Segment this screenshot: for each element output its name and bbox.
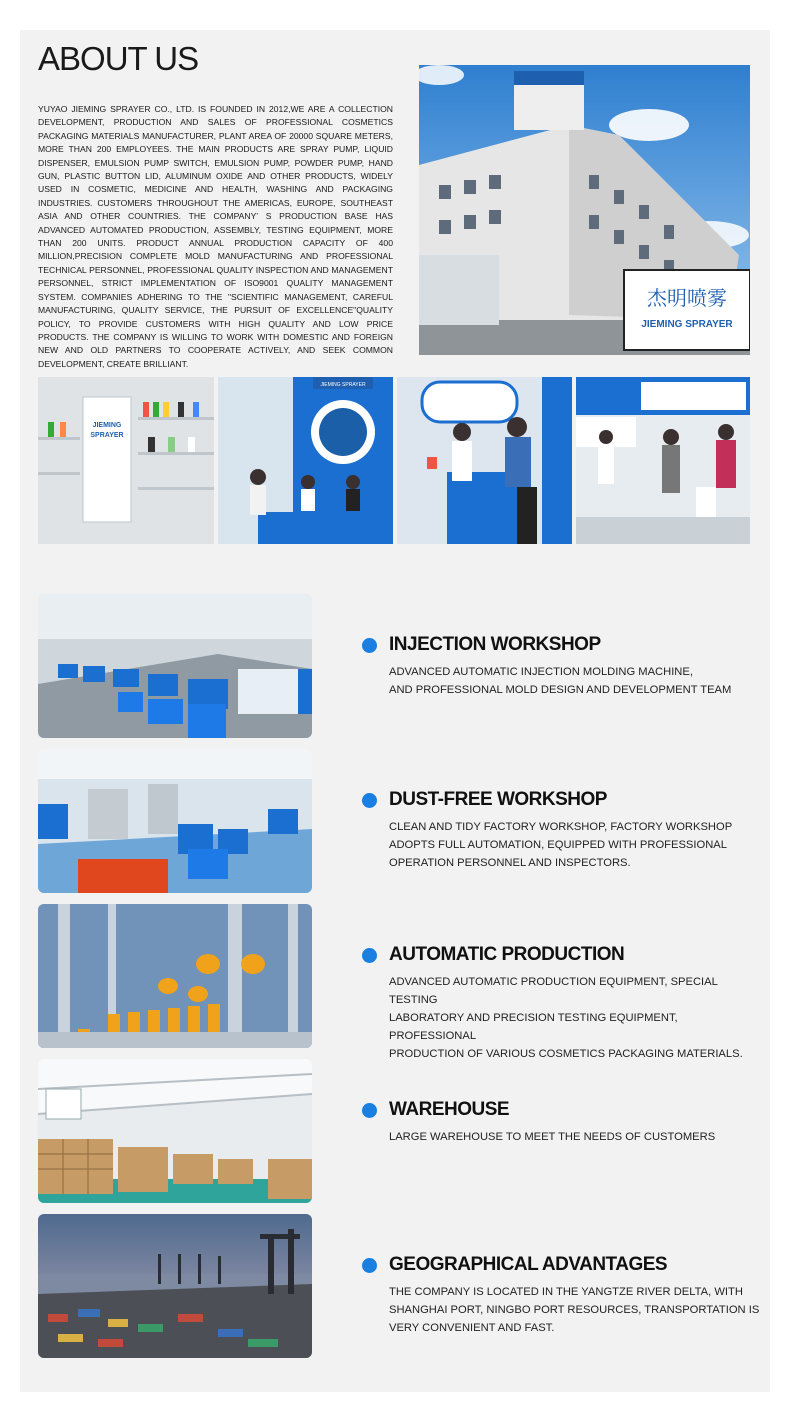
section-title: GEOGRAPHICAL ADVANTAGES bbox=[389, 1254, 668, 1275]
section-warehouse bbox=[362, 1098, 762, 1146]
injection-workshop-photo bbox=[38, 594, 312, 738]
desc-line: CLEAN AND TIDY FACTORY WORKSHOP, FACTORY WORKSHOP bbox=[389, 821, 733, 833]
desc-line: OPERATION PERSONNEL AND INSPECTORS. bbox=[389, 857, 631, 869]
bullet-dot-icon bbox=[362, 1103, 377, 1118]
booth-sign: JIEMING SPRAYER bbox=[320, 382, 366, 388]
section-title: DUST-FREE WORKSHOP bbox=[389, 789, 607, 810]
building-sign-chinese: 杰明喷雾 bbox=[647, 286, 727, 310]
exhibition-hall-photo bbox=[576, 377, 750, 544]
desc-line: LARGE WAREHOUSE TO MEET THE NEEDS OF CUSTOMERS bbox=[389, 1131, 716, 1143]
desc-line: SHANGHAI PORT, NINGBO PORT RESOURCES, TRANSPORTATION IS bbox=[389, 1304, 760, 1316]
desc-line: PRODUCTION OF VARIOUS COSMETICS PACKAGING MATERIALS. bbox=[389, 1048, 743, 1060]
bullet-dot-icon bbox=[362, 793, 377, 808]
automatic-production-photo bbox=[38, 904, 312, 1048]
about-text: YUYAO JIEMING SPRAYER CO., LTD. IS FOUNDED IN 2012,WE ARE A COLLECTION DEVELOPMENT, PRODUCTION AND SALES OF PROFESSIONAL COSMETICS PACKAGING MATERIALS MANUFACTURER, PLANT AREA OF 20000 SQUARE METERS, MORE THAN 200 EMPLOYEES. THE MAIN PRODUCTS ARE SPRAY PUMP, LIQUID DISPENSER, EMULSION PUMP SWITCH, EMULSION PUMP, POWDER PUMP, HAND GUN, PLASTIC BUTTON LID, ALUMINUM OXIDE AND OTHER PRODUCTS, WIDELY USED IN COSMETIC, MEDICINE AND HEALTH, WASHING AND PACKAGING INDUSTRIES. CUSTOMERS THROUGHOUT THE AMERICAS, EUROPE, SOUTHEAST ASIA AND OTHER COUNTRIES. THE COMPANY' S PRODUCTION BASE HAS ADVANCED AUTOMATED PRODUCTION, ASSEMBLY, TESTING EQUIPMENT, MORE THAN 200 UNITS. PRODUCT ANNUAL PRODUCTION CAPACITY OF 400 MILLION,PRECISION COMPLETE MOLD MANUFACTURING AND PROFESSIONAL TECHNICAL PERSONNEL, PROFESSIONAL QUALITY INSPECTION AND MANAGEMENT PERSONNEL, STRICT IMPLEMENTATION OF ISO9001 QUALITY MANAGEMENT SYSTEM. COMPANIES ADHERING TO THE "SCIENTIFIC MANAGEMENT, CAREFUL MANUFACTURING, QUALITY SERVICE, THE PURSUIT OF EXCELLENCE"QUALITY POLICY, TO PROVIDE CUSTOMERS WITH HIGH QUALITY AND LOW PRICE PRODUCTS. THE COMPANY IS WILLING TO WORK WITH DOMESTIC AND FOREIGN NEW AND OLD PARTNERS TO COOPERATE ACTIVELY, AND SEEK COMMON DEVELOPMENT, CREATE BRILLIANT. bbox=[38, 104, 393, 369]
section-description bbox=[389, 818, 762, 872]
exhibition-visitors-photo bbox=[397, 377, 572, 544]
section-description bbox=[389, 663, 762, 699]
desc-line: ADVANCED AUTOMATIC INJECTION MOLDING MACHINE, bbox=[389, 666, 693, 678]
section-automatic-production bbox=[362, 943, 762, 1063]
section-injection-workshop bbox=[362, 633, 762, 699]
dust-free-workshop-photo bbox=[38, 749, 312, 893]
desc-line: ADVANCED AUTOMATIC PRODUCTION EQUIPMENT, SPECIAL TESTING bbox=[389, 976, 718, 1006]
section-geographical-advantages bbox=[362, 1253, 762, 1337]
shelf-sign-line1: JIEMING bbox=[92, 422, 122, 429]
exhibition-shelf-photo bbox=[38, 377, 214, 544]
section-title: AUTOMATIC PRODUCTION bbox=[389, 944, 625, 965]
section-dust-free-workshop bbox=[362, 788, 762, 872]
bullet-dot-icon bbox=[362, 948, 377, 963]
bullet-dot-icon bbox=[362, 1258, 377, 1273]
desc-line: LABORATORY AND PRECISION TESTING EQUIPMENT, PROFESSIONAL bbox=[389, 1012, 678, 1042]
desc-line: ADOPTS FULL AUTOMATION, EQUIPPED WITH PROFESSIONAL bbox=[389, 839, 727, 851]
section-description bbox=[389, 973, 762, 1063]
shelf-sign-line2: SPRAYER bbox=[90, 432, 124, 439]
section-description bbox=[389, 1128, 762, 1146]
building-sign-english: JIEMING SPRAYER bbox=[641, 319, 733, 330]
desc-line: THE COMPANY IS LOCATED IN THE YANGTZE RIVER DELTA, WITH bbox=[389, 1286, 743, 1298]
factory-building-photo bbox=[419, 65, 750, 355]
desc-line: VERY CONVENIENT AND FAST. bbox=[389, 1322, 555, 1334]
exhibition-booth-photo bbox=[218, 377, 393, 544]
section-description bbox=[389, 1283, 762, 1337]
port-photo bbox=[38, 1214, 312, 1358]
about-title: ABOUT US bbox=[38, 40, 199, 77]
section-title: WAREHOUSE bbox=[389, 1099, 510, 1120]
desc-line: AND PROFESSIONAL MOLD DESIGN AND DEVELOPMENT TEAM bbox=[389, 684, 732, 696]
section-title: INJECTION WORKSHOP bbox=[389, 634, 601, 655]
warehouse-photo bbox=[38, 1059, 312, 1203]
bullet-dot-icon bbox=[362, 638, 377, 653]
